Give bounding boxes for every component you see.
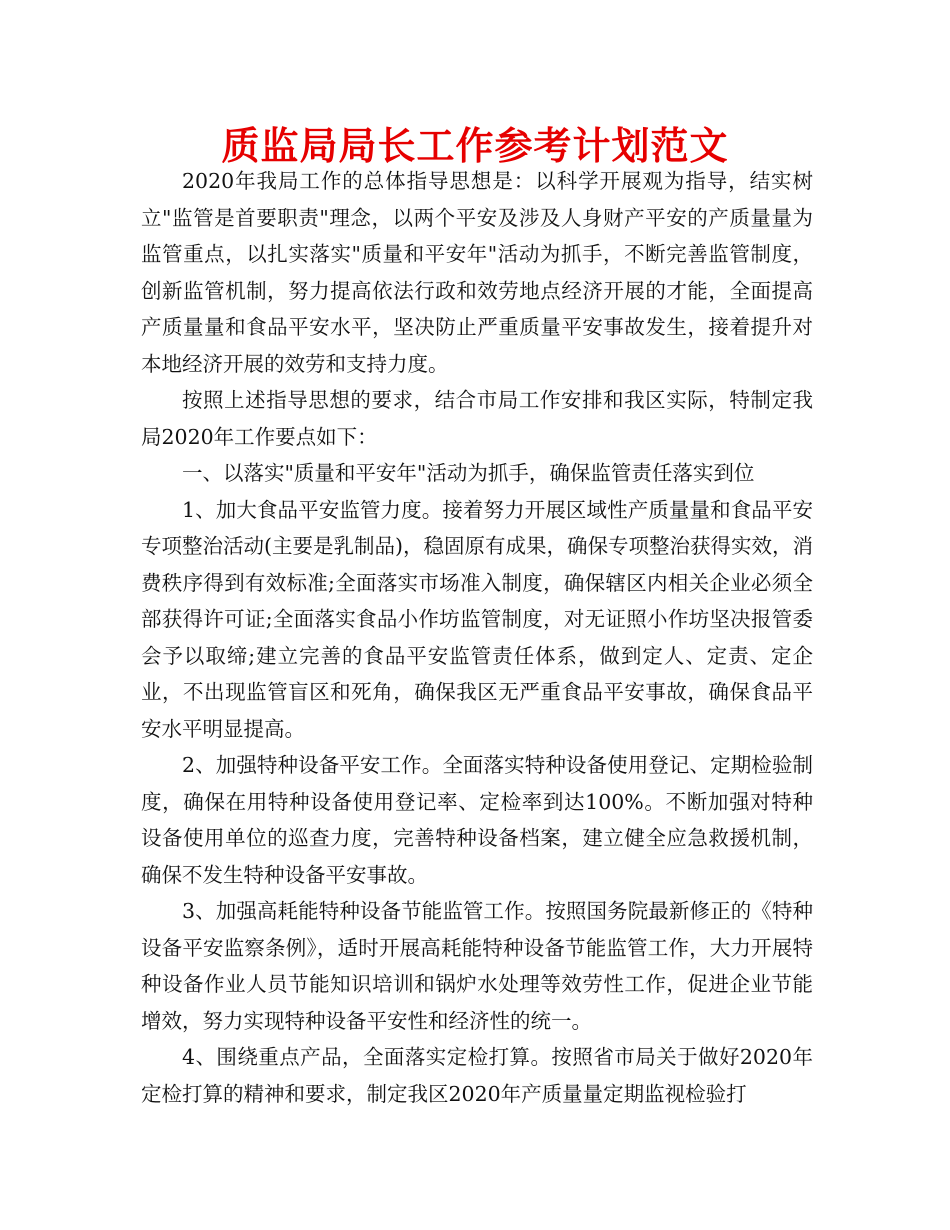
paragraph-guiding-thought: 2020年我局工作的总体指导思想是：以科学开展观为指导，结实树立"监管是首要职责"理念，以两个平安及涉及人身财产平安的产质量量为监管重点，以扎实落实"质量和平安年"活动为抓手，不断完善监管制度，创新监管机制，努力提高依法行政和效劳地点经济开展的才能，全面提高产质量量和食品平安水平，坚决防止严重质量平安事故发生，接着提升对本地经济开展的效劳和支持力度。 xyxy=(141,169,813,376)
paragraph-energy-saving: 3、加强高耗能特种设备节能监管工作。按照国务院最新修正的《特种设备平安监察条例》，适时开展高耗能特种设备节能监管工作，大力开展特种设备作业人员节能知识培训和锅炉水处理等效劳性工作，促进企业节能增效，努力实现特种设备平安性和经济性的统一。 xyxy=(141,899,813,1033)
section-heading-1: 一、以落实"质量和平安年"活动为抓手，确保监管责任落实到位 xyxy=(182,461,755,485)
paragraph-work-points-intro: 按照上述指导思想的要求，结合市局工作安排和我区实际，特制定我局2020年工作要点如下： xyxy=(141,388,813,449)
paragraph-special-equipment-safety: 2、加强特种设备平安工作。全面落实特种设备使用登记、定期检验制度，确保在用特种设备使用登记率、定检率到达100%。不断加强对特种设备使用单位的巡查力度，完善特种设备档案，建立健全应急救援机制，确保不发生特种设备平安事故。 xyxy=(141,753,813,887)
document-title: 质监局局长工作参考计划范文 xyxy=(221,123,729,168)
document-body xyxy=(141,163,813,1112)
paragraph-regular-inspection: 4、围绕重点产品，全面落实定检打算。按照省市局关于做好2020年定检打算的精神和要求，制定我区2020年产质量量定期监视检验打 xyxy=(141,1045,813,1106)
paragraph-food-safety: 1、加大食品平安监管力度。接着努力开展区域性产质量量和食品平安专项整治活动(主要是乳制品)，稳固原有成果，确保专项整治获得实效，消费秩序得到有效标准;全面落实市场准入制度，确保辖区内相关企业必须全部获得许可证;全面落实食品小作坊监管制度，对无证照小作坊坚决报管委会予以取缔;建立完善的食品平安监管责任体系，做到定人、定责、定企业，不出现监管盲区和死角，确保我区无严重食品平安事故，确保食品平安水平明显提高。 xyxy=(141,497,813,741)
